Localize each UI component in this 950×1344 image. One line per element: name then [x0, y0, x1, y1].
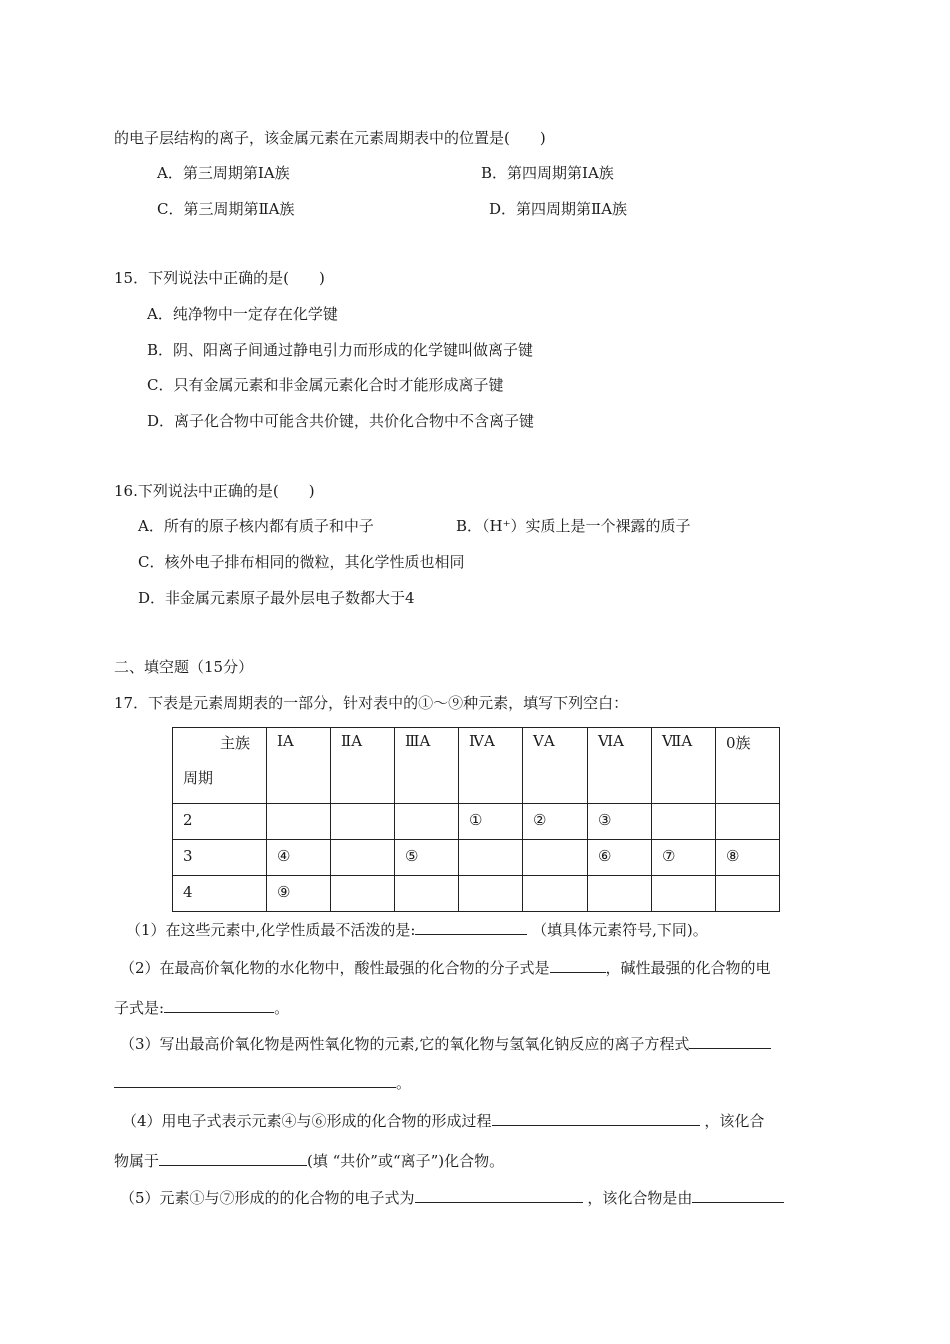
period-label: 3 — [173, 840, 267, 876]
q16-option-d: D．非金属元素原子最外层电子数都大于4 — [138, 589, 415, 607]
periodic-table — [172, 727, 780, 912]
table-cell: ① — [459, 804, 523, 840]
table-cell: ⑨ — [267, 876, 331, 912]
q15-option-d: D．离子化合物中可能含共价键，共价化合物中不含离子键 — [147, 412, 535, 430]
group-header: ⅤA — [523, 728, 588, 804]
q14-option-a: A．第三周期第ⅠA族 — [157, 164, 290, 182]
q16-option-a: A．所有的原子核内都有质子和中子 — [138, 517, 374, 535]
table-cell — [395, 876, 459, 912]
group-header: ⅡA — [331, 728, 395, 804]
table-cell — [652, 876, 716, 912]
table-cell — [267, 804, 331, 840]
corner-period-label: 周期 — [183, 769, 214, 787]
table-cell — [331, 876, 395, 912]
corner-group-label: 主族 — [219, 734, 250, 752]
table-cell: ⑧ — [716, 840, 780, 876]
table-cell — [459, 840, 523, 876]
q17-part2 — [120, 958, 771, 978]
part2-label: 子式是: — [114, 999, 165, 1017]
q14-stem: 的电子层结构的离子，该金属元素在元素周期表中的位置是( ) — [114, 129, 546, 147]
table-header-row — [173, 728, 780, 804]
q17-part3-line2 — [114, 1073, 411, 1093]
part3-text: （3）写出最高价氧化物是两性氧化物的元素,它的氧化物与氢氧化钠反应的离子方程式 — [120, 1035, 690, 1053]
table-cell: ⑤ — [395, 840, 459, 876]
group-header: 0族 — [716, 728, 780, 804]
q16-stem: 16.下列说法中正确的是( ) — [114, 482, 315, 500]
part2-end: 。 — [274, 999, 290, 1017]
table-cell — [716, 804, 780, 840]
table-cell: ② — [523, 804, 588, 840]
table-corner-cell — [173, 728, 267, 804]
part4-text-cont: ，该化合 — [704, 1112, 765, 1130]
table-cell — [716, 876, 780, 912]
part2-text-cont: ，碱性最强的化合物的电 — [605, 959, 771, 977]
group-header: ⅦA — [652, 728, 716, 804]
part5-text-cont: ，该化合物是由 — [587, 1189, 693, 1207]
answer-blank[interactable] — [689, 1034, 771, 1049]
group-header: ⅢA — [395, 728, 459, 804]
q14-option-b: B．第四周期第ⅠA族 — [481, 164, 614, 182]
part4-end: (填 “共价”或“离子”)化合物。 — [307, 1152, 505, 1170]
q15-option-b: B．阴、阳离子间通过静电引力而形成的化学键叫做离子键 — [147, 341, 534, 359]
q17-part3 — [120, 1034, 771, 1054]
table-cell — [523, 840, 588, 876]
section-title: 二、填空题（15分） — [114, 658, 254, 676]
table-cell — [588, 876, 652, 912]
part4-text: （4）用电子式表示元素④与⑥形成的化合物的形成过程 — [122, 1112, 492, 1130]
answer-blank[interactable] — [415, 920, 527, 935]
answer-blank[interactable] — [692, 1188, 784, 1203]
part2-text: （2）在最高价氧化物的水化物中，酸性最强的化合物的分子式是 — [120, 959, 550, 977]
table-row — [173, 876, 780, 912]
part1-suffix: （填具体元素符号,下同)。 — [532, 921, 708, 939]
table-row — [173, 804, 780, 840]
table-cell: ⑦ — [652, 840, 716, 876]
part1-text: （1）在这些元素中,化学性质最不活泼的是: — [126, 921, 416, 939]
table-cell — [523, 876, 588, 912]
answer-blank[interactable] — [492, 1111, 700, 1126]
group-header: ⅠA — [267, 728, 331, 804]
table-cell: ④ — [267, 840, 331, 876]
table-cell — [459, 876, 523, 912]
answer-blank[interactable] — [415, 1188, 583, 1203]
q16-option-c: C．核外电子排布相同的微粒，其化学性质也相同 — [138, 553, 465, 571]
q17-part5 — [120, 1188, 784, 1208]
q15-option-c: C．只有金属元素和非金属元素化合时才能形成离子键 — [147, 376, 504, 394]
table-row — [173, 840, 780, 876]
table-cell — [331, 804, 395, 840]
q17-part2-line2 — [114, 998, 289, 1018]
answer-blank[interactable] — [164, 998, 274, 1013]
table-cell — [395, 804, 459, 840]
group-header: ⅣA — [459, 728, 523, 804]
group-header: ⅥA — [588, 728, 652, 804]
q14-option-d: D．第四周期第ⅡA族 — [489, 200, 628, 218]
q15-stem: 15．下列说法中正确的是( ) — [114, 269, 325, 287]
answer-blank[interactable] — [550, 958, 606, 973]
period-label: 4 — [173, 876, 267, 912]
answer-blank[interactable] — [159, 1151, 307, 1166]
part4-label: 物属于 — [114, 1152, 160, 1170]
q17-part4 — [122, 1111, 764, 1131]
answer-blank[interactable] — [114, 1073, 396, 1088]
q14-option-c: C．第三周期第ⅡA族 — [157, 200, 295, 218]
period-label: 2 — [173, 804, 267, 840]
table-cell — [331, 840, 395, 876]
table-cell: ③ — [588, 804, 652, 840]
q16-option-b: B．（H⁺）实质上是一个裸露的质子 — [456, 517, 691, 535]
part3-end: 。 — [396, 1074, 412, 1092]
q17-part4-line2 — [114, 1151, 504, 1171]
table-cell: ⑥ — [588, 840, 652, 876]
q17-part1 — [126, 920, 708, 940]
part5-text: （5）元素①与⑦形成的的化合物的电子式为 — [120, 1189, 415, 1207]
table-cell — [652, 804, 716, 840]
q17-stem: 17．下表是元素周期表的一部分，针对表中的①～⑨种元素，填写下列空白： — [114, 694, 629, 712]
q15-option-a: A．纯净物中一定存在化学键 — [147, 305, 338, 323]
